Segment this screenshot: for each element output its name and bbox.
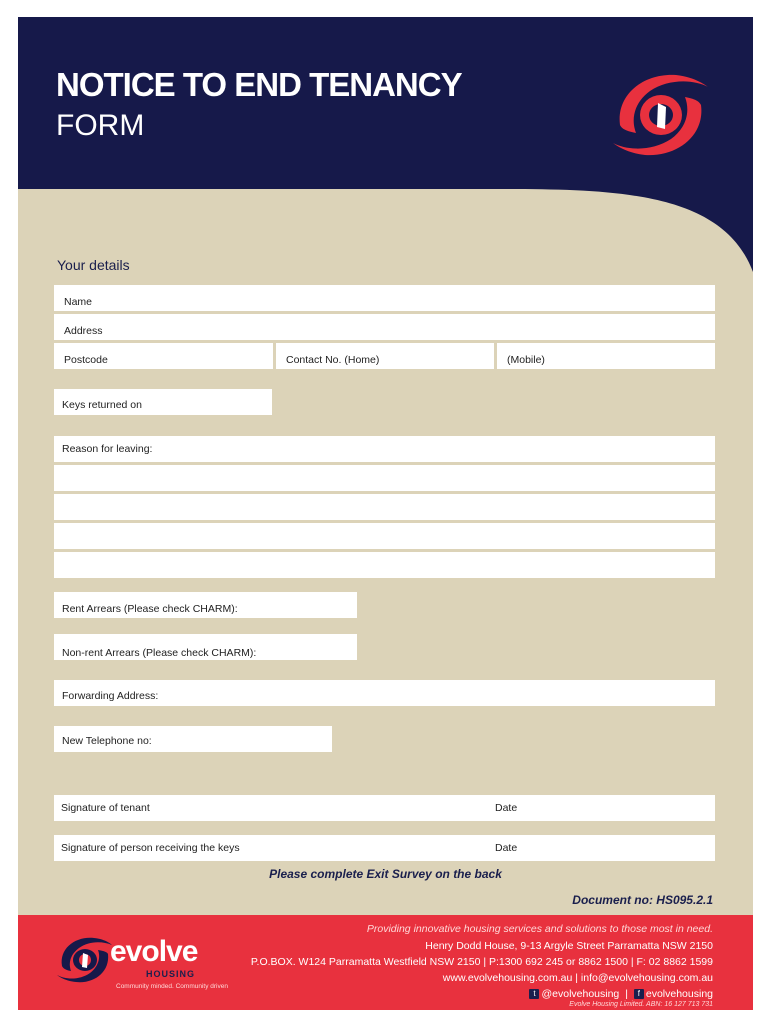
footer-web-email-text: www.evolvehousing.com.au | info@evolvehousing.com.au: [442, 972, 713, 984]
brand-tagline: Community minded. Community driven: [116, 983, 228, 990]
date-tenant-label: Date: [495, 802, 518, 814]
section-title: Your details: [57, 257, 130, 273]
form-page: [18, 17, 753, 1010]
twitter-handle[interactable]: @evolvehousing: [541, 988, 620, 1000]
facebook-icon: f: [634, 989, 644, 999]
footer-web-email: [443, 972, 713, 984]
exit-survey-note: Please complete Exit Survey on the back: [269, 867, 502, 881]
signature-receiver-label: Signature of person receiving the keys: [61, 842, 240, 854]
twitter-icon: t: [529, 989, 539, 999]
keys-returned-label: Keys returned on: [62, 399, 142, 411]
facebook-handle[interactable]: evolvehousing: [645, 988, 713, 1000]
reason-field-line-3[interactable]: [54, 494, 715, 520]
footer-mission: Providing innovative housing services and solutions to those most in need.: [366, 923, 713, 935]
reason-field-line-1[interactable]: [54, 436, 715, 462]
name-label: Name: [64, 296, 93, 308]
social-divider: |: [625, 988, 628, 1000]
evolve-footer-logo-icon: [54, 932, 116, 988]
forwarding-address-label: Forwarding Address:: [62, 690, 159, 702]
reason-field-line-4[interactable]: [54, 523, 715, 549]
footer-contact: P.O.BOX. W124 Parramatta Westfield NSW 2150 | P:1300 692 245 or 8862 1500 | F: 02 8862 1599: [250, 956, 713, 968]
form-title: NOTICE TO END TENANCY: [56, 66, 462, 103]
postcode-label: Postcode: [64, 354, 108, 366]
new-telephone-label: New Telephone no:: [62, 735, 152, 747]
rent-arrears-label: Rent Arrears (Please check CHARM):: [62, 603, 238, 615]
reason-field-line-5[interactable]: [54, 552, 715, 578]
reason-label: Reason for leaving:: [62, 443, 153, 455]
document-number: Document no: HS095.2.1: [572, 893, 713, 907]
signature-tenant-field[interactable]: [54, 795, 715, 821]
address-field[interactable]: [54, 314, 715, 340]
address-label: Address: [64, 325, 103, 337]
signature-tenant-label: Signature of tenant: [61, 802, 150, 814]
mobile-label: (Mobile): [507, 354, 545, 366]
footer-social: [529, 988, 713, 1000]
nonrent-arrears-label: Non-rent Arrears (Please check CHARM):: [62, 647, 257, 659]
brand-name: evolve: [110, 935, 198, 968]
reason-field-line-2[interactable]: [54, 465, 715, 491]
evolve-swirl-logo-icon: [608, 65, 713, 165]
brand-subtitle: HOUSING: [146, 969, 196, 979]
name-field[interactable]: [54, 285, 715, 311]
footer-abn: Evolve Housing Limited. ABN: 16 127 713 731: [569, 1001, 713, 1008]
footer-address: Henry Dodd House, 9-13 Argyle Street Parramatta NSW 2150: [425, 940, 713, 952]
contact-home-label: Contact No. (Home): [286, 354, 380, 366]
date-receiver-label: Date: [495, 842, 518, 854]
form-subtitle: FORM: [56, 109, 145, 142]
